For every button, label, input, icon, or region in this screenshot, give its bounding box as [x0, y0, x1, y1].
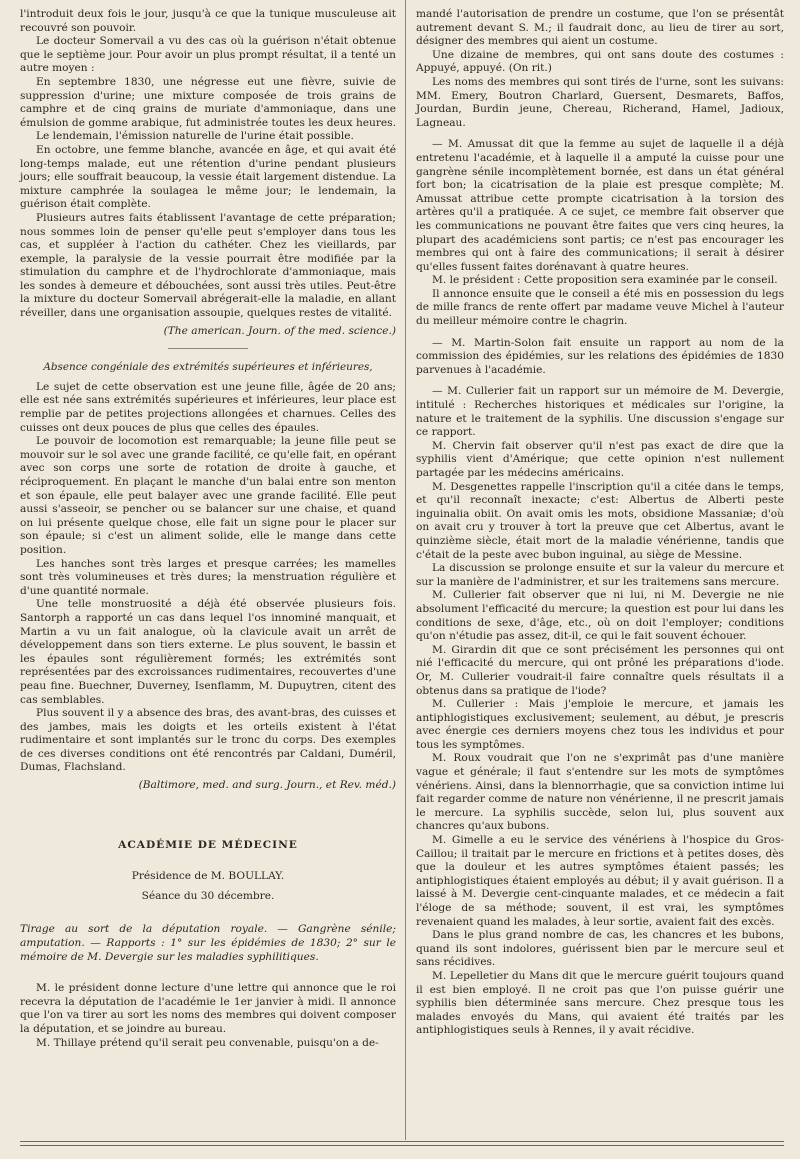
paragraph: Le docteur Somervail a vu des cas où la guérison n'était obtenue que le septième jour. Pour avoir un plus prompt résultat, il a tenté un autre moyen :: [20, 35, 396, 75]
paragraph: En septembre 1830, une négresse eut une fièvre, suivie de suppression d'urine; une mixture composée de trois grains de camphre et de cinq grains de muriate d'ammoniaque, dans une émulsion de gomme arabique, fut administrée toutes les deux heures.: [20, 75, 396, 129]
paragraph: Il annonce ensuite que le conseil a été mis en possession du legs de mille francs de rente offert par madame veuve Michel à l'auteur du meilleur mémoire contre le chagrin.: [416, 287, 784, 328]
paragraph: M. Girardin dit que ce sont précisément les personnes qui ont nié l'efficacité du mercure, qui ont prôné les préparations d'iode. Or, M. Cullerier voudrait-il faire connaître quels résultats il a obtenus dans sa pratique de l'iode?: [416, 643, 784, 697]
section-title: Absence congéniale des extrémités supérieures et inférieures,: [43, 361, 373, 374]
source-citation: (Baltimore, med. and surg. Journ., et Rev. méd.): [138, 779, 396, 792]
academy-heading: ACADÉMIE DE MÉDECINE: [118, 838, 298, 851]
paragraph: Une dizaine de membres, qui ont sans doute des costumes : Appuyé, appuyé. (On rit.): [416, 48, 784, 75]
paragraph: M. Thillaye prétend qu'il serait peu convenable, puisqu'on a de-: [36, 1036, 379, 1049]
paragraph: l'introduit deux fois le jour, jusqu'à ce que la tunique musculeuse ait recouvré son pouvoir.: [20, 8, 396, 34]
spacer: [416, 329, 784, 337]
paragraph: M. le président : Cette proposition sera examinée par le conseil.: [432, 274, 778, 287]
left-column: [20, 8, 396, 1050]
paragraph: Le lendemain, l'émission naturelle de l'urine était possible.: [36, 130, 354, 143]
source-citation: (The american. Journ. of the med. science.): [163, 324, 396, 337]
paragraph: M. Chervin fait observer qu'il n'est pas exact de dire que la syphilis vient d'Amérique; que cette opinion n'est nullement partagée par les médecins américains.: [416, 439, 784, 479]
paragraph: Dans le plus grand nombre de cas, les chancres et les bubons, quand ils sont indolores, guérissent bien par le mercure seul et sans récidives.: [416, 929, 784, 969]
paragraph: M. Roux voudrait que l'on ne s'exprimât pas d'une manière vague et générale; il faut s'entendre sur les mots de symptômes vénériens. Ainsi, dans la blennorrhagie, que sa conviction intime lui fait regarder comme de nature non vénérienne, il ne prescrit jamais le mercure. La syphilis succède, selon lui, plus souvent aux chancres qu'aux bubons.: [416, 752, 784, 833]
paragraph: M. le président donne lecture d'une lettre qui annonce que le roi recevra la députation de l'académie le 1er janvier à midi. Il annonce que l'on va tirer au sort les noms des membres qui doivent composer la députation, et se joindre au bureau.: [20, 982, 396, 1035]
paragraph: Plus souvent il y a absence des bras, des avant-bras, des cuisses et des jambes, mais les doigts et les orteils existent à l'état rudimentaire et sont implantés sur le tronc du corps. Des exemples de ces diverses conditions ont été rencontrés par Caldani, Duméril, Dumas, Flachsland.: [20, 707, 396, 774]
seance-date: Séance du 30 décembre.: [141, 889, 275, 902]
spacer: [416, 377, 784, 385]
paragraph: M. Lepelletier du Mans dit que le mercure guérit toujours quand il est bien employé. Il ne croit pas que l'on puisse guérir une syphilis bien déterminée sans mercure. Chez presque tous les malades envoyés du Mans, qui avaient été traités par les antiphlogistiques seuls à Rennes, il y avait récidive.: [416, 969, 784, 1037]
paragraph: — M. Amussat dit que la femme au sujet de laquelle il a déjà entretenu l'académie, et à laquelle il a amputé la cuisse pour une gangrène sénile incomplètement bornée, est dans un état général fort bon; la cicatrisation de la plaie est presque complète; M. Amussat attribue cette prompte cicatrisation à la torsion des artères qu'il a pratiquée. A ce sujet, ce membre fait observer que les communications ne pouvant être faites que vers cinq heures, la plupart des académiciens sont partis; ce n'est pas encourager les membres qui ont à faire des communications; il serait à désirer qu'elles fussent faites dorénavant à quatre heures.: [416, 138, 784, 273]
page-bottom-rule: [20, 1141, 784, 1146]
paragraph: Une telle monstruosité a déjà été observée plusieurs fois. Santorph a rapporté un cas dans lequel l'os innominé manquait, et Martin a vu un fait analogue, où la clavicule avait un arrêt de développement dans son tiers externe. Le plus souvent, le bassin et les épaules sont régulièrement formés; les extrémités sont représentées par des excroissances rudimentaires, recouvertes d'une peau fine. Buechner, Duverney, Isenflamm, M. Dupuytren, citent des cas semblables.: [20, 598, 396, 706]
paragraph: M. Gimelle a eu le service des vénériens à l'hospice du Gros-Caillou; il traitait par le mercure en frictions et à petites doses, dès que la douleur et les autres symptômes étaient passés; les antiphlogistiques étaient employés au début; il y avait guérison. Il a laissé à M. Devergie cent-cinquante malades, et ce médecin a fait l'éloge de sa méthode; souvent, il est vrai, les symptômes revenaient quand les malades, à leur sortie, avaient fait des excès.: [416, 834, 784, 928]
paragraph: La discussion se prolonge ensuite et sur la valeur du mercure et sur la manière de l'administrer, et sur les traitemens sans mercure.: [416, 562, 784, 588]
paragraph: Plusieurs autres faits établissent l'avantage de cette préparation; nous sommes loin de penser qu'elle peut s'employer dans tous les cas, et suppléer à l'action du cathéter. Chez les vieillards, par exemple, la paralysie de la vessie pourrait être modifiée par la stimulation du camphre et de l'hydrochlorate d'ammoniaque, mais les sondes à demeure et débouchées, sont aussi très utiles. Peut-être la mixture du docteur Somervail abrégerait-elle la maladie, en allant réveiller, dans une organisation assoupie, quelques restes de vitalité.: [20, 211, 396, 320]
spacer: [416, 130, 784, 138]
right-column: [416, 8, 784, 1038]
paragraph: Les hanches sont très larges et presque carrées; les mamelles sont très volumineuses et très dures; la menstruation régulière et d'une quantité normale.: [20, 557, 396, 597]
paragraph: M. Cullerier fait observer que ni lui, ni M. Devergie ne nie absolument l'efficacité du mercure; la question est pour lui dans les conditions de sexe, d'âge, etc., où on doit l'employer; conditions qu'on n'étudie pas assez, dit-il, ce qui le fait souvent échouer.: [416, 589, 784, 643]
paragraph: Le pouvoir de locomotion est remarquable; la jeune fille peut se mouvoir sur le sol avec une grande facilité, ce qu'elle fait, en opérant avec son corps une sorte de rotation de droite à gauche, et réciproquement. En plaçant le manche d'un balai entre son menton et son épaule, elle peut balayer avec une grande facilité. Elle peut aussi s'asseoir, se pencher ou se balancer sur une chaise, et quand on lui présente quelque chose, elle fait un signe pour le placer sur son épaule; si c'est un aliment solide, elle le mange dans cette position.: [20, 435, 396, 556]
paragraph: Le sujet de cette observation est une jeune fille, âgée de 20 ans; elle est née sans extrémités supérieures et inférieures, leur place est remplie par de petites projections allongées et charnues. Celles des cuisses ont deux pouces de plus que celles des épaules.: [20, 380, 396, 434]
paragraph: M. Cullerier : Mais j'emploie le mercure, et jamais les antiphlogistiques exclusivement; seulement, au début, je prescris avec énergie ces derniers moyens chez tous les individus et pour tous les symptômes.: [416, 698, 784, 751]
section-divider: [168, 348, 248, 349]
paragraph: En octobre, une femme blanche, avancée en âge, et qui avait été long-temps malade, eut une rétention d'urine pendant plusieurs jours; elle souffrait beaucoup, la vessie était largement distendue. La mixture camphrée la soulagea le même jour; le lendemain, la guérison était complète.: [20, 143, 396, 211]
paragraph: M. Desgenettes rappelle l'inscription qu'il a citée dans le temps, et qu'il reconnaît inexacte; c'est: Albertus de Alberti peste inguinalia obiit. On avait omis les mots, obsidione Massaniæ; d'où on avait cru y trouver à tort la preuve que cet Albertus, avant le quinzième siècle, était mort de la maladie vénérienne, tandis que c'était de la peste avec bubon inguinal, au siège de Messine.: [416, 480, 784, 561]
session-summary: Tirage au sort de la députation royale. — Gangrène sénile; amputation. — Rapports : 1° sur les épidémies de 1830; 2° sur le mémoire de M. Devergie sur les maladies syphilitiques.: [20, 923, 396, 963]
paragraph: mandé l'autorisation de prendre un costume, que l'on se présentât autrement devant S. M.; il faudrait donc, au lieu de tirer au sort, désigner des membres qui aient un costume.: [416, 8, 784, 48]
presidence-line: Présidence de M. BOULLAY.: [131, 870, 285, 883]
paragraph: — M. Cullerier fait un rapport sur un mémoire de M. Devergie, intitulé : Recherches historiques et médicales sur l'origine, la nature et le traitement de la syphilis. Une discussion s'engage sur ce rapport.: [416, 385, 784, 439]
column-divider: [405, 0, 406, 1140]
paragraph: — M. Martin-Solon fait ensuite un rapport au nom de la commission des épidémies, sur les relations des épidémies de 1830 parvenues à l'académie.: [416, 336, 784, 376]
paragraph: Les noms des membres qui sont tirés de l'urne, sont les suivans: MM. Emery, Boutron Charlard, Guersent, Desmarets, Baffos, Jourdan, Burdin jeune, Chereau, Richerand, Hamel, Jadioux, Lagneau.: [416, 75, 784, 129]
